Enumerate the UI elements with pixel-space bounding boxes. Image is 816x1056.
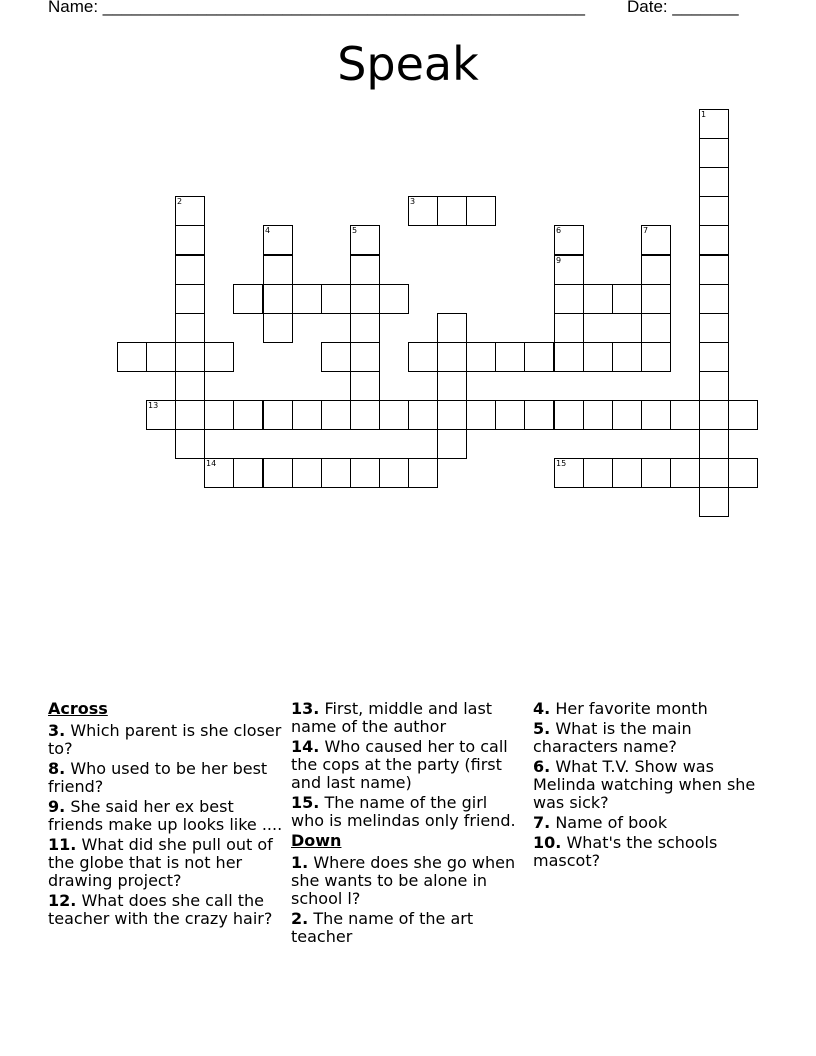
crossword-cell[interactable] bbox=[146, 400, 176, 430]
crossword-cell[interactable] bbox=[175, 196, 205, 226]
crossword-cell[interactable] bbox=[554, 458, 584, 488]
clue-number: 8. bbox=[48, 759, 66, 778]
page-title: Speak bbox=[337, 37, 479, 91]
crossword-cell[interactable] bbox=[175, 313, 205, 343]
clue-across-11 bbox=[48, 836, 284, 890]
clue-across-9 bbox=[48, 798, 284, 834]
crossword-cell[interactable] bbox=[466, 400, 496, 430]
clue-down-10 bbox=[533, 834, 769, 870]
clue-number-label: 13 bbox=[148, 401, 159, 410]
crossword-cell[interactable] bbox=[437, 313, 467, 343]
clue-down-4 bbox=[533, 700, 769, 718]
crossword-cell[interactable] bbox=[437, 429, 467, 459]
crossword-cell[interactable] bbox=[728, 458, 758, 488]
crossword-cell[interactable] bbox=[321, 284, 351, 314]
clue-column-2 bbox=[291, 700, 523, 948]
crossword-cell[interactable] bbox=[699, 342, 729, 372]
crossword-cell[interactable] bbox=[554, 255, 584, 285]
crossword-cell[interactable] bbox=[699, 400, 729, 430]
crossword-cell[interactable] bbox=[350, 342, 380, 372]
clue-number-label: 15 bbox=[556, 459, 567, 468]
crossword-cell[interactable] bbox=[263, 400, 293, 430]
crossword-cell[interactable] bbox=[641, 458, 671, 488]
crossword-cell[interactable] bbox=[263, 255, 293, 285]
crossword-cell[interactable] bbox=[554, 400, 584, 430]
crossword-cell[interactable] bbox=[466, 342, 496, 372]
clue-number: 2. bbox=[291, 909, 309, 928]
crossword-cell[interactable] bbox=[699, 167, 729, 197]
crossword-cell[interactable] bbox=[146, 342, 176, 372]
clue-number: 9. bbox=[48, 797, 66, 816]
clue-text: What T.V. Show was Melinda watching when she was sick? bbox=[533, 757, 756, 812]
across-heading: Across bbox=[48, 699, 108, 718]
crossword-cell[interactable] bbox=[437, 371, 467, 401]
crossword-cell[interactable] bbox=[292, 400, 322, 430]
crossword-cell[interactable] bbox=[350, 225, 380, 255]
crossword-cell[interactable] bbox=[350, 255, 380, 285]
clue-text: What did she pull out of the globe that is not her drawing project? bbox=[48, 835, 273, 890]
crossword-cell[interactable] bbox=[263, 313, 293, 343]
crossword-cell[interactable] bbox=[175, 225, 205, 255]
clue-number-label: 5 bbox=[352, 226, 358, 235]
date-blank[interactable]: _______ bbox=[672, 0, 739, 16]
crossword-cell[interactable] bbox=[263, 458, 293, 488]
crossword-cell[interactable] bbox=[263, 284, 293, 314]
crossword-cell[interactable] bbox=[437, 342, 467, 372]
clue-number: 11. bbox=[48, 835, 77, 854]
crossword-cell[interactable] bbox=[175, 284, 205, 314]
crossword-cell[interactable] bbox=[495, 342, 525, 372]
clue-number-label: 14 bbox=[206, 459, 217, 468]
crossword-cell[interactable] bbox=[292, 284, 322, 314]
clue-across-14 bbox=[291, 738, 523, 792]
clue-number: 15. bbox=[291, 793, 320, 812]
crossword-cell[interactable] bbox=[612, 458, 642, 488]
crossword-cell[interactable] bbox=[204, 400, 234, 430]
clue-number: 4. bbox=[533, 699, 551, 718]
clue-across-12 bbox=[48, 892, 284, 928]
clue-down-5 bbox=[533, 720, 769, 756]
clue-number-label: 4 bbox=[265, 226, 271, 235]
crossword-cell[interactable] bbox=[699, 138, 729, 168]
crossword-cell[interactable] bbox=[699, 458, 729, 488]
clue-text: What is the main characters name? bbox=[533, 719, 692, 756]
crossword-cell[interactable] bbox=[583, 284, 613, 314]
clue-number-label: 3 bbox=[410, 197, 416, 206]
crossword-cell[interactable] bbox=[379, 400, 409, 430]
crossword-cell[interactable] bbox=[699, 225, 729, 255]
crossword-cell[interactable] bbox=[175, 400, 205, 430]
crossword-cell[interactable] bbox=[437, 400, 467, 430]
crossword-cell[interactable] bbox=[204, 458, 234, 488]
clue-number-label: 2 bbox=[177, 197, 183, 206]
crossword-cell[interactable] bbox=[699, 255, 729, 285]
crossword-cell[interactable] bbox=[524, 400, 554, 430]
clue-down-6 bbox=[533, 758, 769, 812]
clue-text: Which parent is she closer to? bbox=[48, 721, 282, 758]
clue-column-1 bbox=[48, 700, 284, 930]
crossword-cell[interactable] bbox=[321, 342, 351, 372]
crossword-cell[interactable] bbox=[554, 313, 584, 343]
crossword-cell[interactable] bbox=[350, 313, 380, 343]
crossword-cell[interactable] bbox=[641, 342, 671, 372]
crossword-cell[interactable] bbox=[379, 284, 409, 314]
clue-number: 6. bbox=[533, 757, 551, 776]
crossword-cell[interactable] bbox=[612, 400, 642, 430]
crossword-cell[interactable] bbox=[350, 371, 380, 401]
clue-number: 13. bbox=[291, 699, 320, 718]
clue-number: 5. bbox=[533, 719, 551, 738]
clue-number: 1. bbox=[291, 853, 309, 872]
clue-down-7 bbox=[533, 814, 769, 832]
clue-number-label: 9 bbox=[556, 256, 562, 265]
crossword-cell[interactable] bbox=[408, 196, 438, 226]
crossword-cell[interactable] bbox=[583, 400, 613, 430]
clue-across-15 bbox=[291, 794, 523, 830]
crossword-cell[interactable] bbox=[699, 284, 729, 314]
crossword-cell[interactable] bbox=[292, 458, 322, 488]
crossword-cell[interactable] bbox=[670, 458, 700, 488]
crossword-cell[interactable] bbox=[524, 342, 554, 372]
crossword-cell[interactable] bbox=[379, 458, 409, 488]
crossword-cell[interactable] bbox=[175, 429, 205, 459]
clue-text: First, middle and last name of the author bbox=[291, 699, 493, 736]
down-heading: Down bbox=[291, 831, 342, 850]
crossword-cell[interactable] bbox=[350, 400, 380, 430]
crossword-cell[interactable] bbox=[612, 284, 642, 314]
clue-across-13 bbox=[291, 700, 523, 736]
crossword-cell[interactable] bbox=[554, 342, 584, 372]
crossword-cell[interactable] bbox=[699, 109, 729, 139]
clue-text: What does she call the teacher with the crazy hair? bbox=[48, 891, 273, 928]
crossword-cell[interactable] bbox=[175, 342, 205, 372]
crossword-cell[interactable] bbox=[495, 400, 525, 430]
crossword-cell[interactable] bbox=[321, 400, 351, 430]
crossword-cell[interactable] bbox=[175, 371, 205, 401]
clue-text: Who used to be her best friend? bbox=[48, 759, 268, 796]
crossword-cell[interactable] bbox=[583, 342, 613, 372]
clue-down-1 bbox=[291, 854, 523, 908]
crossword-cell[interactable] bbox=[699, 487, 729, 517]
clue-number: 3. bbox=[48, 721, 66, 740]
name-label: Name: bbox=[48, 0, 103, 16]
crossword-cell[interactable] bbox=[699, 313, 729, 343]
crossword-cell[interactable] bbox=[699, 429, 729, 459]
crossword-cell[interactable] bbox=[204, 342, 234, 372]
clue-text: Her favorite month bbox=[555, 699, 708, 718]
crossword-cell[interactable] bbox=[408, 342, 438, 372]
clue-down-2 bbox=[291, 910, 523, 946]
clue-text: The name of the girl who is melindas only friend. bbox=[291, 793, 516, 830]
clue-number: 10. bbox=[533, 833, 562, 852]
crossword-cell[interactable] bbox=[641, 400, 671, 430]
clue-number-label: 7 bbox=[643, 226, 649, 235]
crossword-cell[interactable] bbox=[554, 284, 584, 314]
crossword-cell[interactable] bbox=[350, 458, 380, 488]
crossword-cell[interactable] bbox=[641, 313, 671, 343]
clue-across-8 bbox=[48, 760, 284, 796]
clue-number-label: 6 bbox=[556, 226, 562, 235]
clue-column-3 bbox=[533, 700, 769, 872]
crossword-cell[interactable] bbox=[699, 196, 729, 226]
crossword-cell[interactable] bbox=[263, 225, 293, 255]
clue-number: 7. bbox=[533, 813, 551, 832]
crossword-cell[interactable] bbox=[583, 458, 613, 488]
clue-text: Name of book bbox=[555, 813, 668, 832]
crossword-cell[interactable] bbox=[350, 284, 380, 314]
crossword-cell[interactable] bbox=[321, 458, 351, 488]
clue-text: She said her ex best friends make up looks like .... bbox=[48, 797, 283, 834]
date-label: Date: bbox=[627, 0, 673, 16]
crossword-cell[interactable] bbox=[728, 400, 758, 430]
crossword-cell[interactable] bbox=[175, 255, 205, 285]
clue-number: 14. bbox=[291, 737, 320, 756]
crossword-cell[interactable] bbox=[408, 400, 438, 430]
clue-across-3 bbox=[48, 722, 284, 758]
clue-text: Who caused her to call the cops at the party (first and last name) bbox=[291, 737, 508, 792]
crossword-cell[interactable] bbox=[233, 284, 263, 314]
clue-number-label: 1 bbox=[701, 110, 707, 119]
crossword-cell[interactable] bbox=[699, 371, 729, 401]
crossword-cell[interactable] bbox=[466, 196, 496, 226]
name-blank[interactable]: ___________________________________________________ bbox=[102, 0, 585, 16]
crossword-cell[interactable] bbox=[117, 342, 147, 372]
crossword-cell[interactable] bbox=[408, 458, 438, 488]
clue-number: 12. bbox=[48, 891, 77, 910]
clue-text: What's the schools mascot? bbox=[533, 833, 718, 870]
crossword-cell[interactable] bbox=[612, 342, 642, 372]
crossword-cell[interactable] bbox=[641, 284, 671, 314]
crossword-cell[interactable] bbox=[233, 458, 263, 488]
clue-text: Where does she go when she wants to be alone in school l? bbox=[291, 853, 516, 908]
crossword-cell[interactable] bbox=[554, 225, 584, 255]
crossword-cell[interactable] bbox=[670, 400, 700, 430]
crossword-cell[interactable] bbox=[641, 225, 671, 255]
crossword-cell[interactable] bbox=[233, 400, 263, 430]
crossword-cell[interactable] bbox=[641, 255, 671, 285]
crossword-cell[interactable] bbox=[437, 196, 467, 226]
clue-text: The name of the art teacher bbox=[291, 909, 474, 946]
